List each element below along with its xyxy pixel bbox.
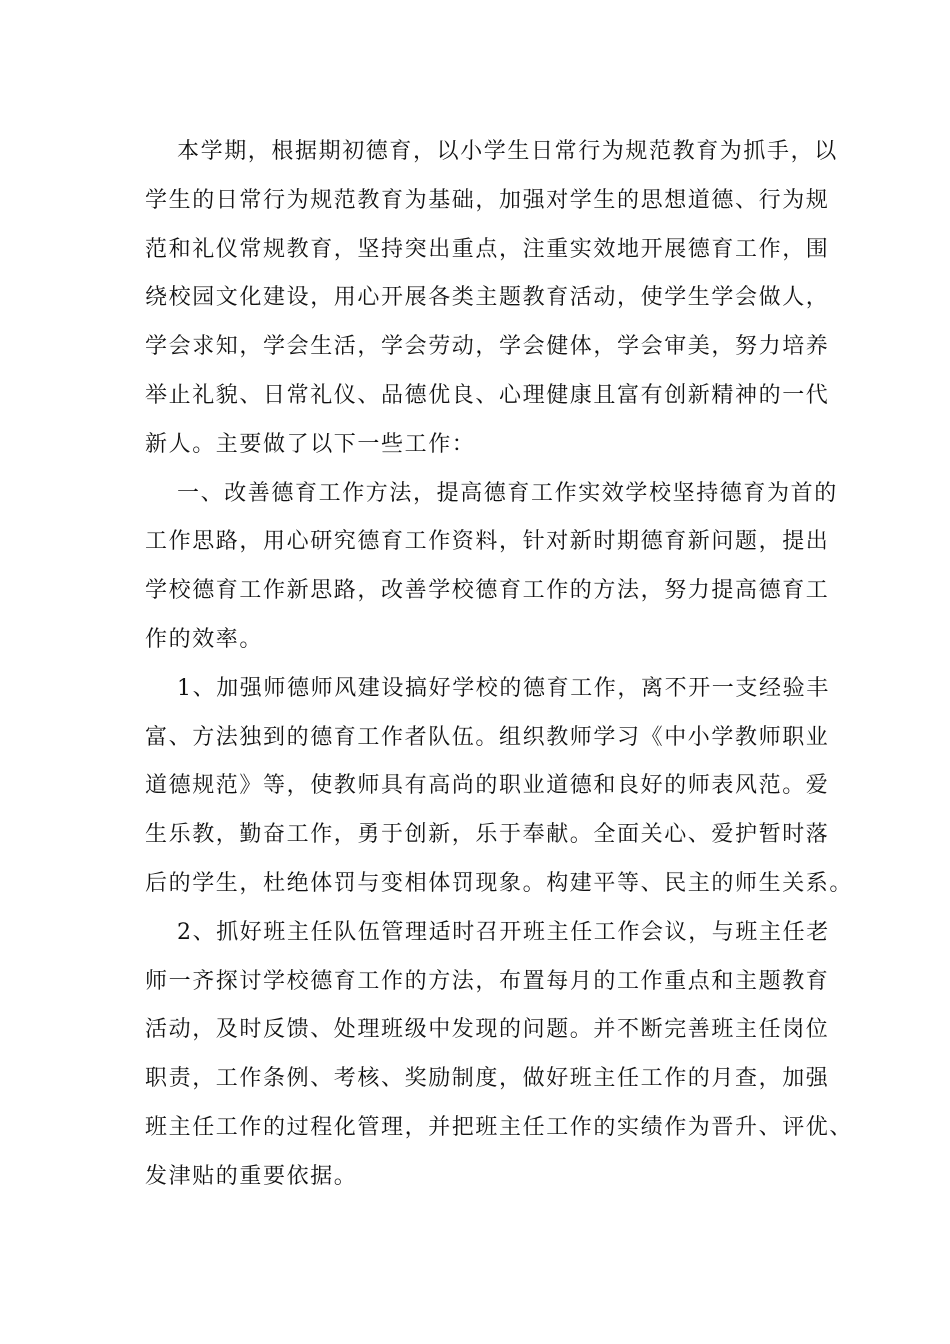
text-line: 作的效率。 [145, 626, 264, 652]
text-line: 学生的日常行为规范教育为基础，加强对学生的思想道德、行为规 [145, 187, 830, 213]
paragraph-item-1 [145, 665, 854, 909]
text-line: 本学期，根据期初德育，以小学生日常行为规范教育为抓手，以 [177, 139, 838, 164]
paragraph-item-2 [145, 909, 854, 1202]
text-line: 举止礼貌、日常礼仪、品德优良、心理健康且富有创新精神的一代 [145, 382, 830, 408]
text-line: 后的学生，杜绝体罚与变相体罚现象。构建平等、民主的师生关系。 [145, 870, 854, 896]
text-line: 绕校园文化建设，用心开展各类主题教育活动，使学生学会做人， [145, 285, 830, 311]
text-line: 工作思路，用心研究德育工作资料，针对新时期德育新问题，提出 [145, 529, 830, 555]
text-line: 1、加强师德师风建设搞好学校的德育工作，离不开一支经验丰 [177, 675, 830, 701]
text-line: 富、方法独到的德育工作者队伍。组织教师学习《中小学教师职业 [145, 724, 830, 750]
text-line: 范和礼仪常规教育，坚持突出重点，注重实效地开展德育工作，围 [145, 236, 830, 262]
text-line: 生乐教，勤奋工作，勇于创新，乐于奉献。全面关心、爱护暂时落 [145, 822, 830, 848]
text-line: 职责，工作条例、考核、奖励制度，做好班主任工作的月查，加强 [145, 1066, 830, 1092]
text-line: 2、抓好班主任队伍管理适时召开班主任工作会议，与班主任老 [177, 919, 830, 945]
text-line: 师一齐探讨学校德育工作的方法，布置每月的工作重点和主题教育 [145, 968, 830, 994]
text-line: 一、改善德育工作方法，提高德育工作实效学校坚持德育为首的 [177, 480, 838, 506]
text-line: 发津贴的重要依据。 [145, 1163, 358, 1189]
text-line: 道德规范》等，使教师具有高尚的职业道德和良好的师表风范。爱 [145, 773, 830, 799]
text-line: 班主任工作的过程化管理，并把班主任工作的实绩作为晋升、评优、 [145, 1114, 854, 1140]
document-body [145, 128, 854, 1202]
text-line: 学会求知，学会生活，学会劳动，学会健体，学会审美，努力培养 [145, 334, 830, 360]
text-line: 活动，及时反馈、处理班级中发现的问题。并不断完善班主任岗位 [145, 1017, 830, 1043]
text-line: 新人。主要做了以下一些工作： [145, 431, 476, 457]
text-line: 学校德育工作新思路，改善学校德育工作的方法，努力提高德育工 [145, 578, 830, 604]
paragraph-intro [145, 128, 838, 470]
paragraph-section-one [145, 470, 838, 665]
